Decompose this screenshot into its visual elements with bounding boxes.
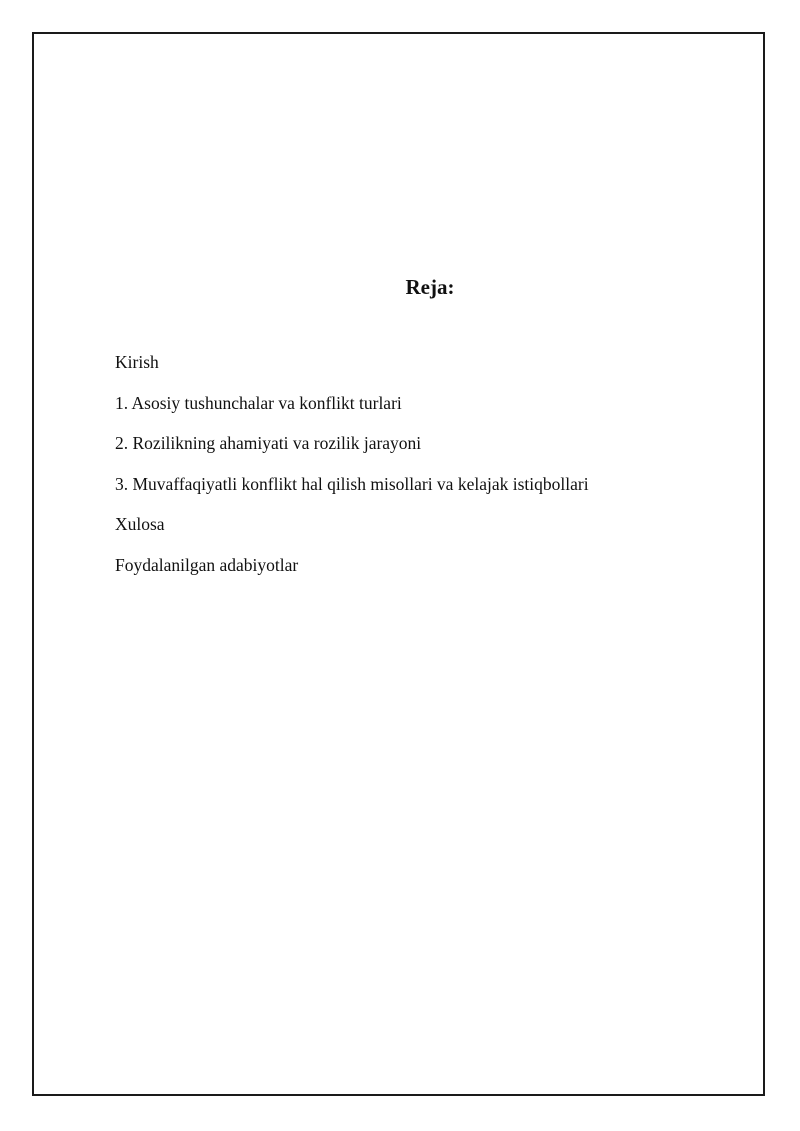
plan-title: Reja: [405, 275, 455, 299]
plan-item-section-2: 2. Rozilikning ahamiyati va rozilik jarayoni [115, 433, 422, 454]
plan-item-section-3: 3. Muvaffaqiyatli konflikt hal qilish misollari va kelajak istiqbollari [115, 473, 589, 494]
plan-item-references: Foydalanilgan adabiyotlar [115, 554, 299, 575]
plan-list [115, 348, 589, 592]
plan-item-introduction: Kirish [115, 352, 159, 372]
plan-item-conclusion: Xulosa [115, 514, 165, 535]
plan-item-section-1: 1. Asosiy tushunchalar va konflikt turlari [115, 392, 402, 413]
